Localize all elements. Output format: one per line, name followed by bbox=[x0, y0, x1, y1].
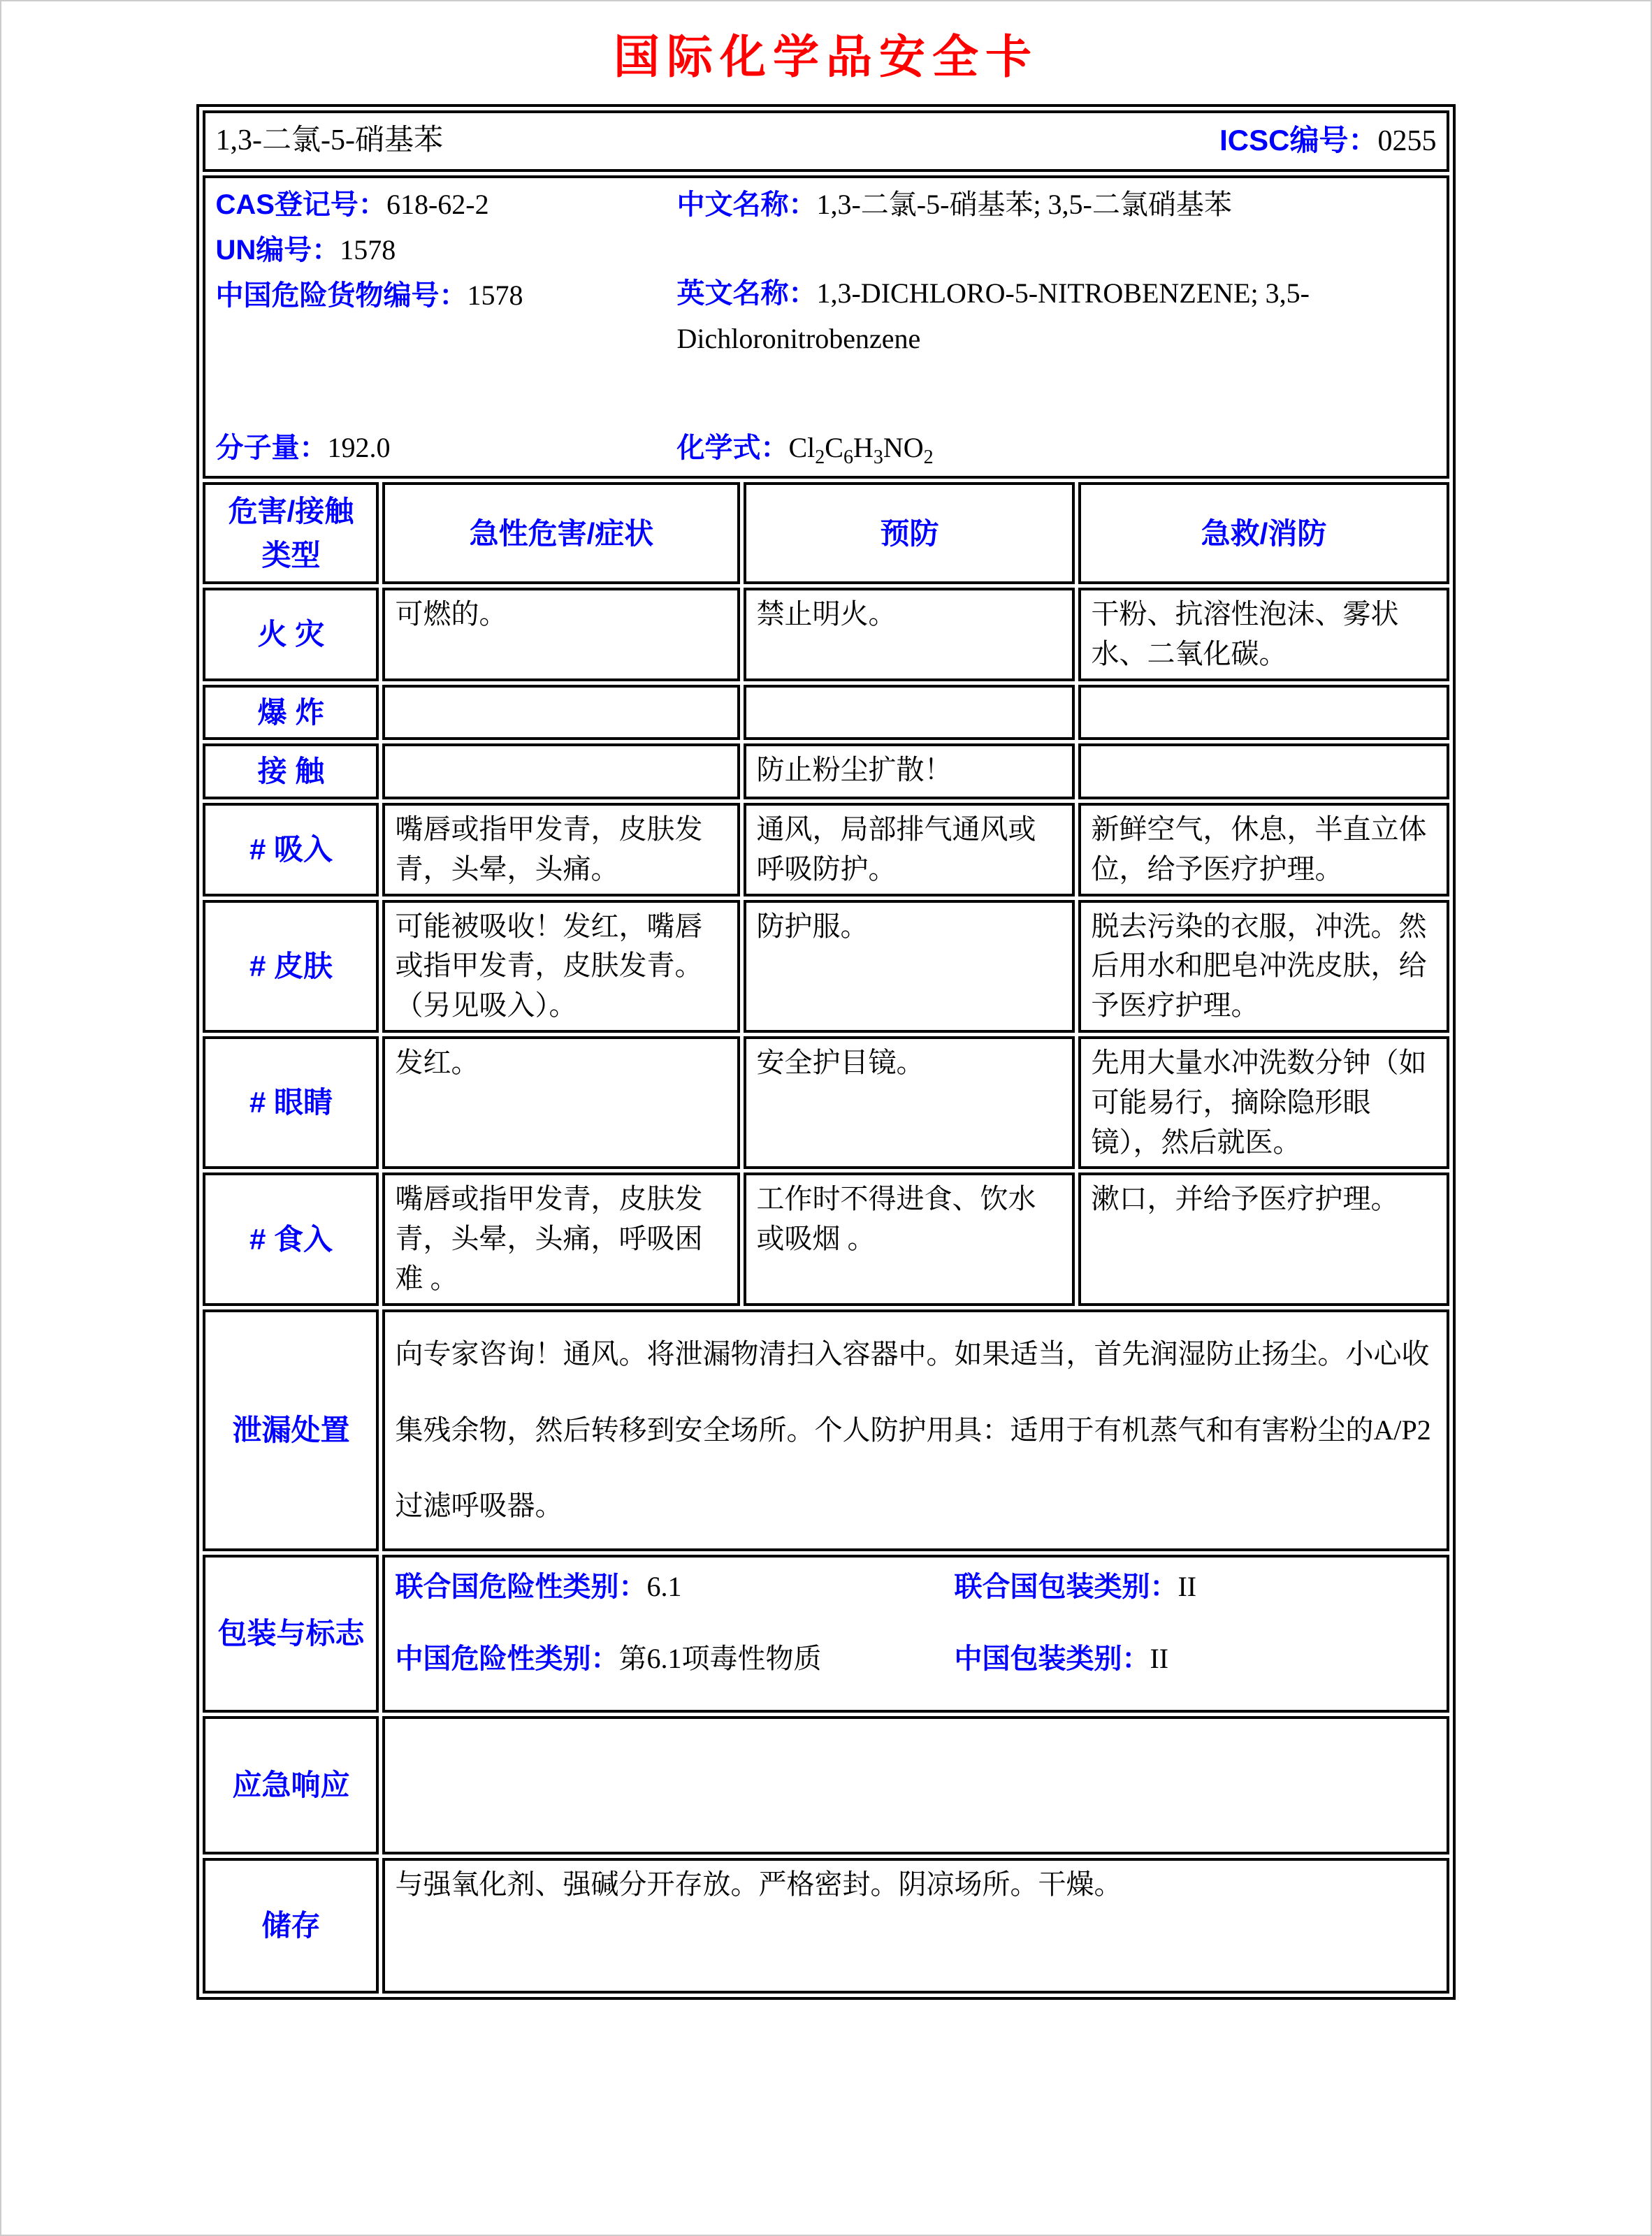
section-row-storage bbox=[203, 1858, 1449, 1994]
spillage-content: 向专家咨询！通风。将泄漏物清扫入容器中。如果适当，首先润湿防止扬尘。小心收集残余物，然后转移到安全场所。个人防护用具：适用于有机蒸气和有害粉尘的A/P2过滤呼吸器。 bbox=[382, 1309, 1449, 1551]
section-label-emergency: 应急响应 bbox=[203, 1716, 379, 1854]
header-hazard-type: 危害/接触 类型 bbox=[203, 482, 379, 584]
ingestion-response: 漱口，并给予医疗护理。 bbox=[1078, 1173, 1449, 1305]
registry-numbers bbox=[215, 182, 676, 361]
inhalation-prevention: 通风，局部排气通风或呼吸防护。 bbox=[744, 803, 1075, 896]
cn-dangerous-goods-number: 中国危险货物编号：1578 bbox=[215, 279, 523, 311]
section-label-spillage: 泄漏处置 bbox=[203, 1309, 379, 1551]
eyes-response: 先用大量水冲洗数分钟（如可能易行，摘除隐形眼镜），然后就医。 bbox=[1078, 1036, 1449, 1169]
fire-symptoms: 可燃的。 bbox=[382, 588, 740, 681]
section-row-spillage bbox=[203, 1309, 1449, 1551]
section-row-packaging bbox=[203, 1555, 1449, 1713]
header-acute-hazards: 急性危害/症状 bbox=[382, 482, 740, 584]
explosion-symptoms bbox=[382, 685, 740, 741]
packaging-content bbox=[382, 1555, 1449, 1713]
identifiers-row bbox=[203, 175, 1449, 479]
page-title: 国际化学品安全卡 bbox=[614, 31, 1038, 82]
identifiers-cell bbox=[203, 175, 1449, 479]
english-name: 英文名称：1,3-DICHLORO-5-NITROBENZENE; 3,5-Dichloronitrobenzene bbox=[676, 277, 1310, 354]
un-packing-group: 联合国包装类别：II bbox=[954, 1571, 1197, 1603]
cn-hazard-class: 中国危险性类别：第6.1项毒性物质 bbox=[395, 1642, 822, 1674]
eyes-prevention: 安全护目镜。 bbox=[744, 1036, 1075, 1169]
chemical-names bbox=[676, 182, 1436, 361]
row-label-exposure: 接 触 bbox=[203, 743, 379, 799]
table-row-eyes bbox=[203, 1036, 1449, 1169]
fire-response: 干粉、抗溶性泡沫、雾状水、二氧化碳。 bbox=[1078, 588, 1449, 681]
row-label-inhalation: # 吸入 bbox=[203, 803, 379, 896]
inhalation-response: 新鲜空气，休息，半直立体位，给予医疗护理。 bbox=[1078, 803, 1449, 896]
header-first-aid: 急救/消防 bbox=[1078, 482, 1449, 584]
name-cell bbox=[203, 110, 1449, 172]
table-row-ingestion bbox=[203, 1173, 1449, 1305]
eyes-symptoms: 发红。 bbox=[382, 1036, 740, 1169]
skin-symptoms: 可能被吸收！发红，嘴唇或指甲发青，皮肤发青。（另见吸入）。 bbox=[382, 900, 740, 1033]
icsc-card-table bbox=[196, 104, 1455, 2000]
row-label-skin: # 皮肤 bbox=[203, 900, 379, 1033]
inhalation-symptoms: 嘴唇或指甲发青，皮肤发青，头晕，头痛。 bbox=[382, 803, 740, 896]
skin-response: 脱去污染的衣服，冲洗。然后用水和肥皂冲洗皮肤，给予医疗护理。 bbox=[1078, 900, 1449, 1033]
row-label-ingestion: # 食入 bbox=[203, 1173, 379, 1305]
ingestion-symptoms: 嘴唇或指甲发青，皮肤发青，头晕，头痛，呼吸困难 。 bbox=[382, 1173, 740, 1305]
section-label-packaging: 包装与标志 bbox=[203, 1555, 379, 1713]
row-label-eyes: # 眼睛 bbox=[203, 1036, 379, 1169]
name-row bbox=[203, 110, 1449, 172]
table-row-explosion bbox=[203, 685, 1449, 741]
chinese-name: 中文名称：1,3-二氯-5-硝基苯; 3,5-二氯硝基苯 bbox=[676, 189, 1232, 220]
skin-prevention: 防护服。 bbox=[744, 900, 1075, 1033]
fire-prevention: 禁止明火。 bbox=[744, 588, 1075, 681]
cas-number: CAS登记号：618-62-2 bbox=[215, 189, 489, 220]
un-number: UN编号：1578 bbox=[215, 233, 396, 266]
exposure-response bbox=[1078, 743, 1449, 799]
table-row-exposure bbox=[203, 743, 1449, 799]
explosion-prevention bbox=[744, 685, 1075, 741]
section-row-emergency bbox=[203, 1716, 1449, 1854]
icsc-number bbox=[1219, 119, 1436, 163]
molecular-weight: 分子量：192.0 bbox=[215, 432, 391, 464]
explosion-response bbox=[1078, 685, 1449, 741]
hazard-table-header bbox=[203, 482, 1449, 584]
emergency-content bbox=[382, 1716, 1449, 1854]
exposure-symptoms bbox=[382, 743, 740, 799]
table-row-fire bbox=[203, 588, 1449, 681]
table-row-skin bbox=[203, 900, 1449, 1033]
header-prevention: 预防 bbox=[744, 482, 1075, 584]
table-row-inhalation bbox=[203, 803, 1449, 896]
row-label-explosion: 爆 炸 bbox=[203, 685, 379, 741]
section-label-storage: 储存 bbox=[203, 1858, 379, 1994]
icsc-number-value: 0255 bbox=[1377, 125, 1437, 158]
ingestion-prevention: 工作时不得进食、饮水或吸烟 。 bbox=[744, 1173, 1075, 1305]
storage-content: 与强氧化剂、强碱分开存放。严格密封。阴凉场所。干燥。 bbox=[382, 1858, 1449, 1994]
icsc-number-label: ICSC编号： bbox=[1219, 124, 1378, 157]
un-hazard-class: 联合国危险性类别：6.1 bbox=[395, 1571, 682, 1603]
chemical-name: 1,3-二氯-5-硝基苯 bbox=[215, 124, 443, 157]
chemical-formula: 化学式：$Cl_2C_6H_3NO_2$ bbox=[676, 432, 934, 469]
cn-packing-group: 中国包装类别：II bbox=[954, 1642, 1169, 1674]
row-label-fire: 火 灾 bbox=[203, 588, 379, 681]
exposure-prevention: 防止粉尘扩散！ bbox=[744, 743, 1075, 799]
